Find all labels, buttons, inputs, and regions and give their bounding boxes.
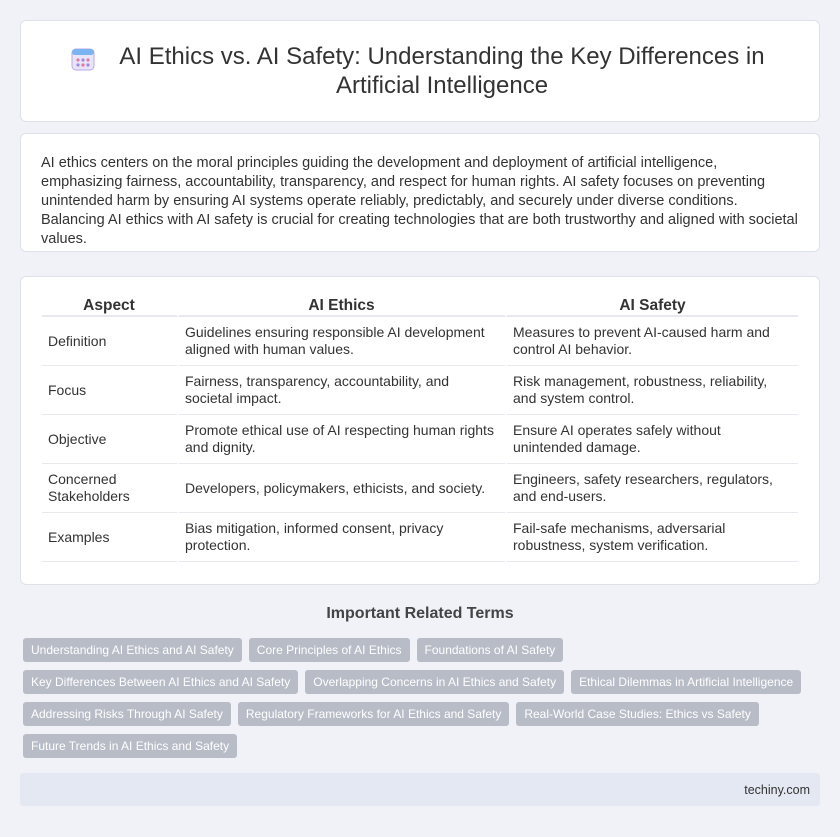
related-term-tag[interactable]: Addressing Risks Through AI Safety <box>23 702 231 726</box>
comparison-table-card <box>20 276 820 585</box>
table-row <box>42 317 798 366</box>
related-term-tag[interactable]: Regulatory Frameworks for AI Ethics and Safety <box>238 702 509 726</box>
row-ai-safety: Risk management, robustness, reliability, and system control. <box>507 366 798 415</box>
row-ai-ethics: Developers, policymakers, ethicists, and society. <box>179 464 507 513</box>
table-row <box>42 415 798 464</box>
row-aspect: Focus <box>42 366 179 415</box>
row-ai-ethics: Promote ethical use of AI respecting human rights and dignity. <box>179 415 507 464</box>
intro-paragraph: AI ethics centers on the moral principles guiding the development and deployment of artificial intelligence, emphasizing fairness, accountability, transparency, and respect for human rights. AI safety focuses on preventing unintended harm by ensuring AI systems operate reliably, predictably, and securely under diverse conditions. Balancing AI ethics with AI safety is crucial for creating technologies that are both trustworthy and aligned with societal values. <box>41 155 798 247</box>
related-term-tag[interactable]: Overlapping Concerns in AI Ethics and Safety <box>305 670 564 694</box>
row-ai-safety: Fail-safe mechanisms, adversarial robustness, system verification. <box>507 513 798 562</box>
page-title: AI Ethics vs. AI Safety: Understanding the Key Differences in Artificial Intelligence <box>119 43 765 99</box>
table-row <box>42 464 798 513</box>
table-row <box>42 366 798 415</box>
related-term-tag[interactable]: Understanding AI Ethics and AI Safety <box>23 638 242 662</box>
header <box>70 42 770 100</box>
row-ai-safety: Measures to prevent AI-caused harm and control AI behavior. <box>507 317 798 366</box>
row-ai-safety: Engineers, safety researchers, regulators, and end-users. <box>507 464 798 513</box>
row-aspect: Definition <box>42 317 179 366</box>
related-term-tag[interactable]: Future Trends in AI Ethics and Safety <box>23 734 237 758</box>
header-card <box>20 20 820 122</box>
related-term-tag[interactable]: Real-World Case Studies: Ethics vs Safety <box>516 702 759 726</box>
table-header-row <box>42 293 798 317</box>
header-ai-safety: AI Safety <box>507 293 798 317</box>
row-ai-ethics: Guidelines ensuring responsible AI development aligned with human values. <box>179 317 507 366</box>
related-term-tag[interactable]: Key Differences Between AI Ethics and AI Safety <box>23 670 298 694</box>
header-aspect: Aspect <box>42 293 179 317</box>
footer <box>20 773 820 806</box>
footer-site-link[interactable]: techiny.com <box>744 782 810 797</box>
table-row <box>42 513 798 562</box>
comparison-table <box>42 293 798 562</box>
related-term-tag[interactable]: Core Principles of AI Ethics <box>249 638 410 662</box>
row-aspect: Objective <box>42 415 179 464</box>
related-terms-list <box>23 638 813 758</box>
related-term-tag[interactable]: Foundations of AI Safety <box>417 638 564 662</box>
row-ai-ethics: Bias mitigation, informed consent, privacy protection. <box>179 513 507 562</box>
row-ai-ethics: Fairness, transparency, accountability, and societal impact. <box>179 366 507 415</box>
row-ai-safety: Ensure AI operates safely without unintended damage. <box>507 415 798 464</box>
header-ai-ethics: AI Ethics <box>179 293 507 317</box>
row-aspect: Concerned Stakeholders <box>42 464 179 513</box>
related-term-tag[interactable]: Ethical Dilemmas in Artificial Intelligence <box>571 670 801 694</box>
calendar-icon <box>70 46 96 72</box>
related-terms-title: Important Related Terms <box>326 605 514 622</box>
row-aspect: Examples <box>42 513 179 562</box>
intro-card <box>20 133 820 252</box>
